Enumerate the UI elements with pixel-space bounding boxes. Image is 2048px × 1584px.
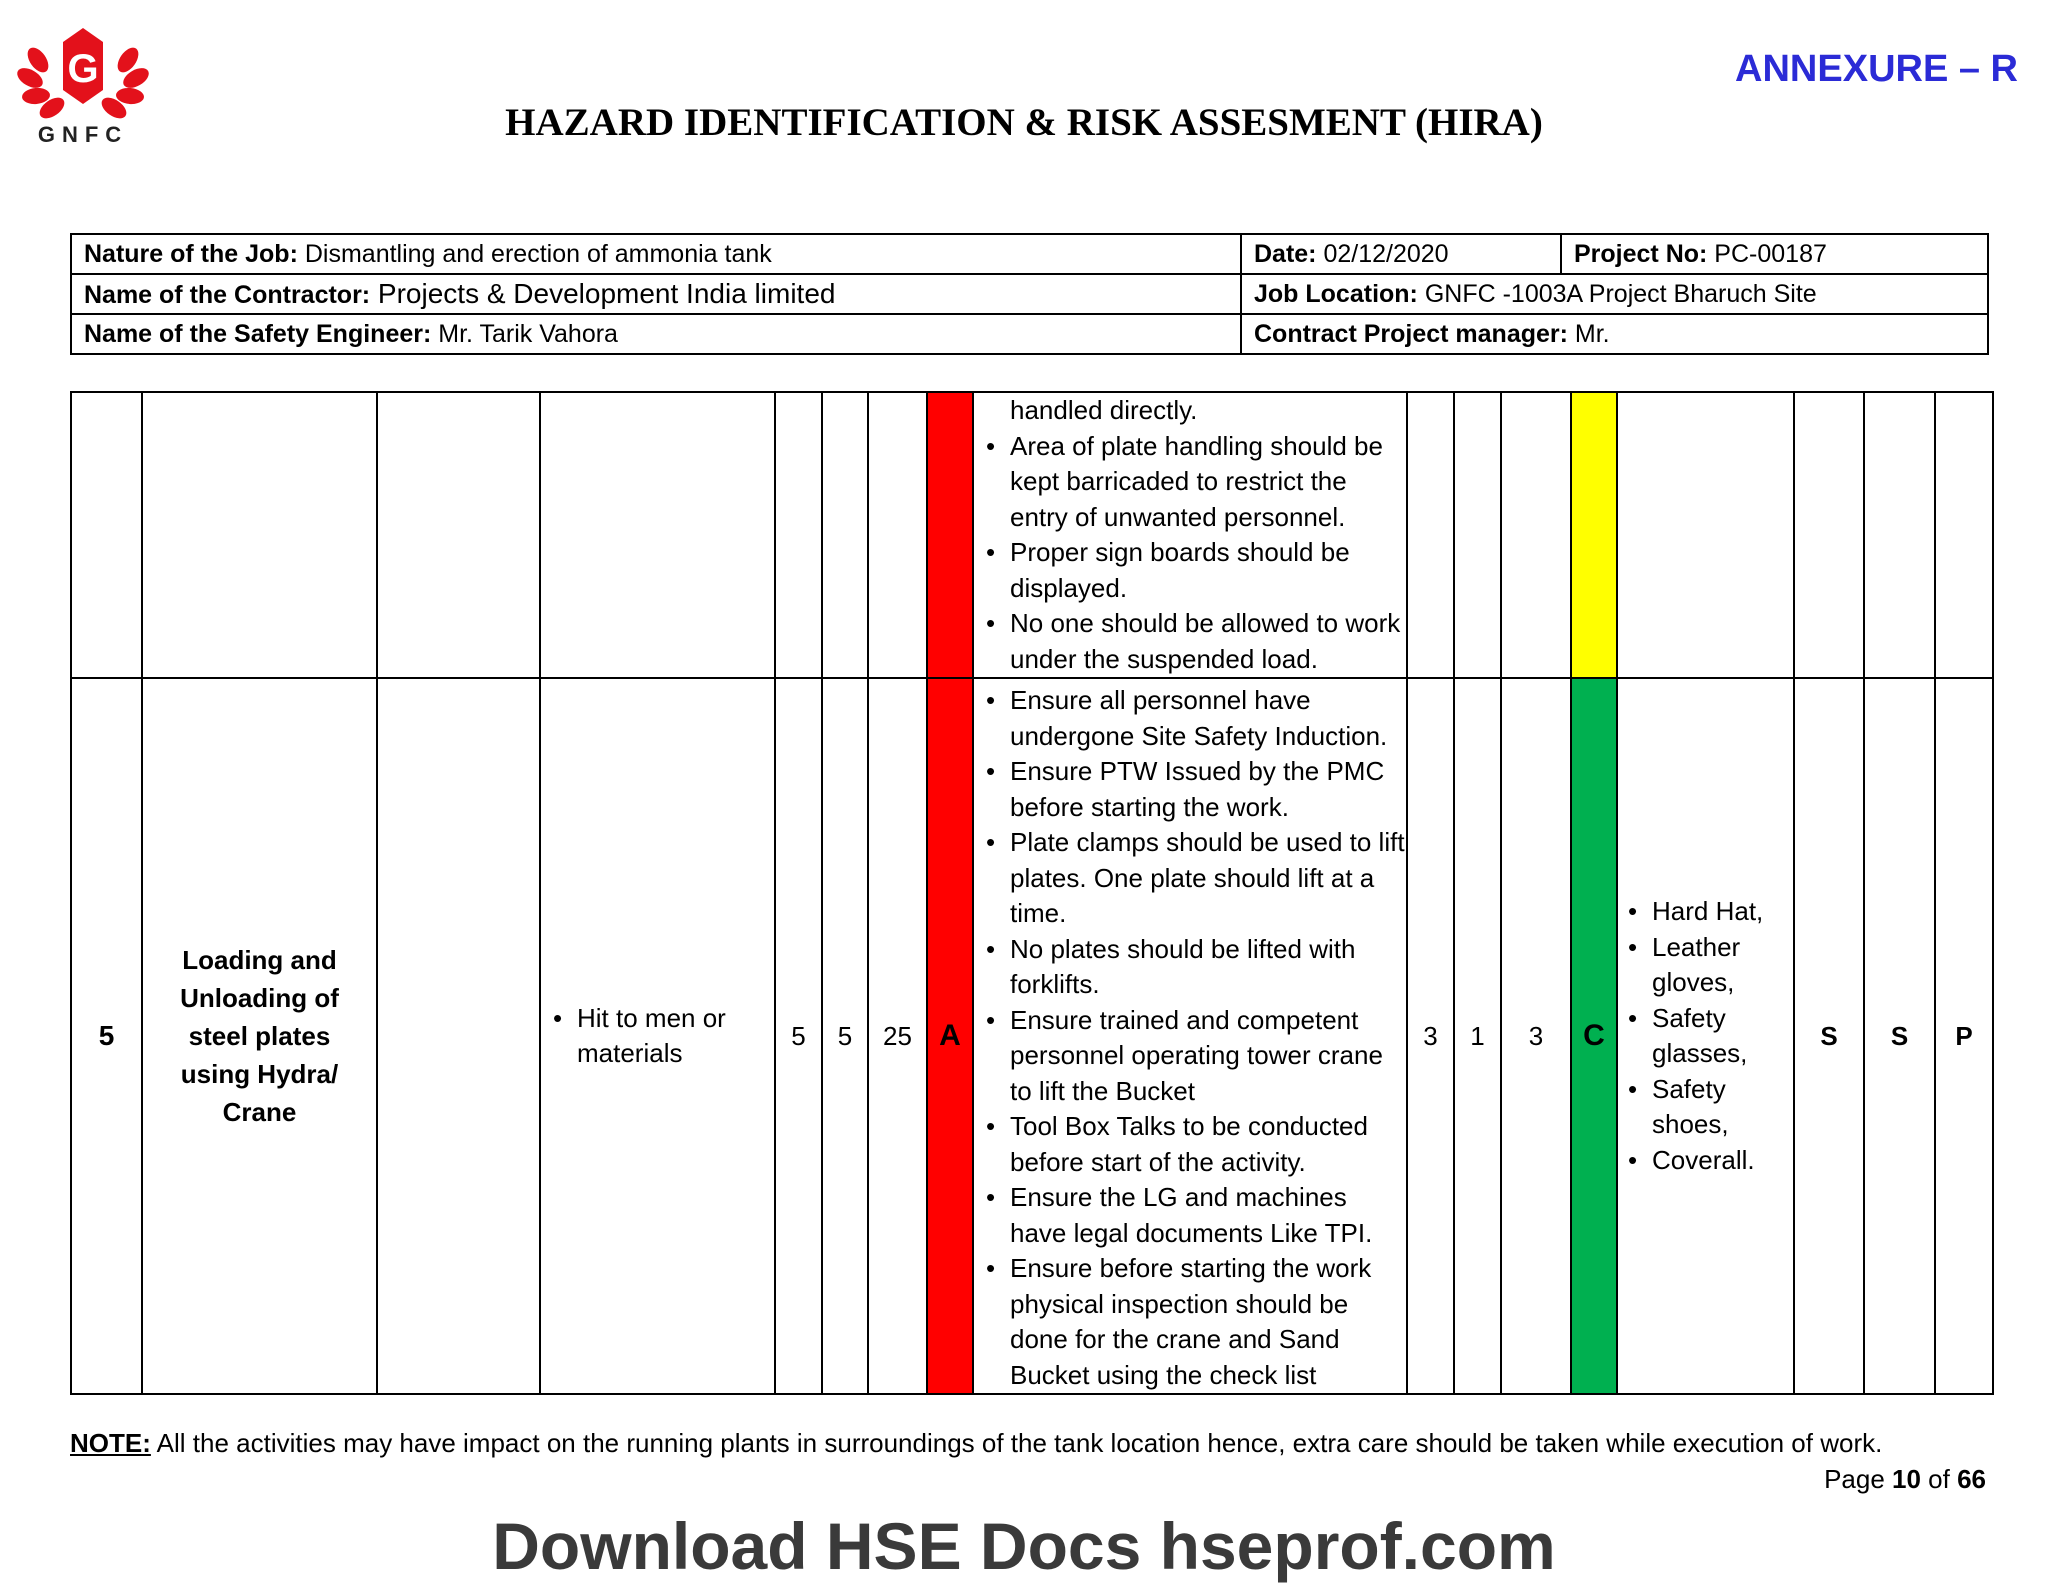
annexure-label: ANNEXURE – R — [1735, 48, 2018, 90]
project-manager: Contract Project manager: Mr. — [1241, 314, 1988, 354]
list-item: • Coverall. — [1652, 1143, 1793, 1179]
list-item: • Ensure trained and competent personnel operating tower crane to lift the Bucket — [1010, 1003, 1406, 1110]
table-row — [71, 392, 1993, 678]
date-field: Date: 02/12/2020 — [1241, 234, 1561, 274]
list-item: • Area of plate handling should be kept barricaded to restrict the entry of unwanted personnel. — [1010, 429, 1406, 536]
list-item: • Hit to men or materials — [577, 1001, 774, 1072]
column-s-2: S — [1864, 678, 1935, 1394]
nature-of-job: Nature of the Job: Dismantling and erection of ammonia tank — [71, 234, 1241, 274]
project-number: Project No: PC-00187 — [1561, 234, 1988, 274]
list-item: • Ensure all personnel have undergone Site Safety Induction. — [1010, 683, 1406, 754]
list-item: • Tool Box Talks to be conducted before start of the activity. — [1010, 1109, 1406, 1180]
list-item: • Ensure before starting the work physical inspection should be done for the crane and Sand Bucket using the check list — [1010, 1251, 1406, 1393]
list-item: • No plates should be lifted with forklifts. — [1010, 932, 1406, 1003]
svg-text:G: G — [67, 47, 99, 91]
contractor-name: Name of the Contractor: Projects & Development India limited — [71, 274, 1241, 314]
ppe-cell — [1617, 678, 1794, 1394]
page-number: Page 10 of 66 — [1824, 1464, 1986, 1494]
job-location: Job Location: GNFC -1003A Project Bharuch Site — [1241, 274, 1988, 314]
residual-risk-color-cell — [1571, 392, 1617, 678]
list-item: • Leather gloves, — [1652, 930, 1793, 1001]
initial-risk-color-cell — [927, 392, 973, 678]
control-measures-cell: handled directly. • Area of plate handling should be kept barricaded to restrict the entry of unwanted personnel. • Proper sign boards should be displayed. • No one should be allowed to work under the suspended load. — [973, 392, 1407, 678]
document-title: HAZARD IDENTIFICATION & RISK ASSESMENT (HIRA) — [505, 101, 1543, 144]
control-measures-cell — [973, 678, 1407, 1394]
list-item: • No one should be allowed to work under the suspended load. — [1010, 606, 1406, 677]
serial-number: 5 — [71, 678, 142, 1394]
initial-risk-rating: A — [927, 678, 973, 1394]
risk-score-initial: 25 — [868, 678, 927, 1394]
job-info-table — [70, 233, 1989, 355]
safety-engineer: Name of the Safety Engineer: Mr. Tarik Vahora — [71, 314, 1241, 354]
list-item: • Safety glasses, — [1652, 1001, 1793, 1072]
list-item: • Plate clamps should be used to lift plates. One plate should lift at a time. — [1010, 825, 1406, 932]
probability-initial: 5 — [775, 678, 822, 1394]
severity-initial: 5 — [822, 678, 868, 1394]
risk-score-residual: 3 — [1501, 678, 1571, 1394]
column-p: P — [1935, 678, 1993, 1394]
activity-cell: Loading and Unloading of steel plates using Hydra/ Crane — [142, 678, 377, 1394]
residual-risk-rating: C — [1571, 678, 1617, 1394]
severity-residual: 1 — [1454, 678, 1501, 1394]
list-item: • Hard Hat, — [1652, 894, 1793, 930]
list-item: • Safety shoes, — [1652, 1072, 1793, 1143]
hazards-cell — [540, 678, 775, 1394]
table-row — [71, 678, 1993, 1394]
hira-table — [70, 391, 1994, 1395]
watermark-text: Download HSE Docs hseprof.com — [492, 1509, 1556, 1583]
probability-residual: 3 — [1407, 678, 1454, 1394]
list-item: • Ensure the LG and machines have legal documents Like TPI. — [1010, 1180, 1406, 1251]
list-item: • Proper sign boards should be displayed. — [1010, 535, 1406, 606]
column-s-1: S — [1794, 678, 1864, 1394]
list-item: • Ensure PTW Issued by the PMC before starting the work. — [1010, 754, 1406, 825]
footer-note: NOTE: All the activities may have impact on the running plants in surroundings of the tank location hence, extra care should be taken while execution of work. — [70, 1428, 1883, 1458]
logo-wordmark: GNFC — [37, 122, 129, 147]
